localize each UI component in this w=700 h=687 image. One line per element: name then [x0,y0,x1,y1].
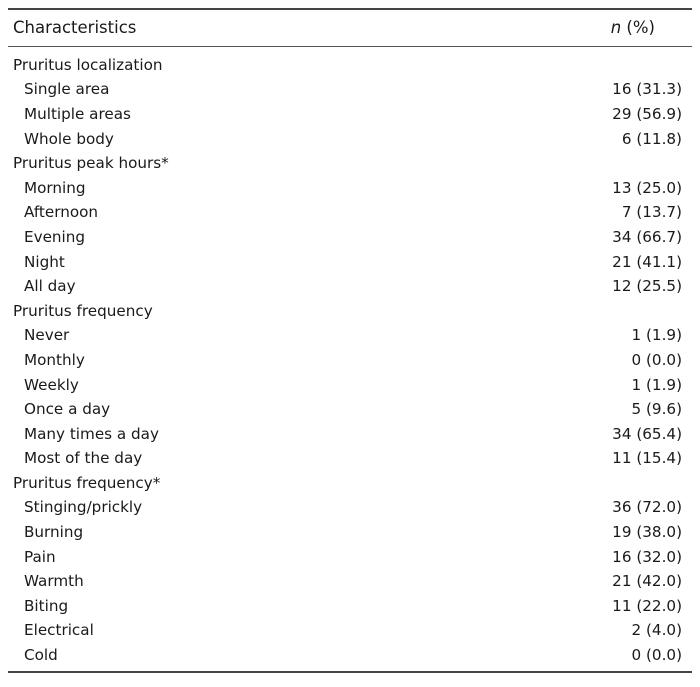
row-value: 6 (11.8) [621,129,682,148]
table-row [8,446,692,471]
row-label: Burning [24,523,84,542]
row-value: 1 (1.9) [631,326,682,345]
table-row [8,544,692,569]
row-label: Cold [24,646,58,665]
table-row [8,175,692,200]
row-value: 34 (65.4) [612,424,682,443]
row-label: Most of the day [24,449,143,468]
row-value: 36 (72.0) [612,498,682,517]
row-label: Once a day [24,400,111,419]
section-label: Pruritus peak hours* [13,154,169,173]
table-row [8,348,692,373]
row-value: 16 (32.0) [612,547,682,566]
row-label: Electrical [24,621,94,640]
table-section-row [8,471,692,496]
row-value: 13 (25.0) [612,178,682,197]
row-label: Many times a day [24,424,159,443]
row-label: Warmth [24,572,84,591]
characteristics-table [8,0,692,673]
row-value: 21 (42.0) [612,572,682,591]
row-label: Stinging/prickly [24,498,143,517]
row-label: Afternoon [24,203,99,222]
table-row [8,372,692,397]
table-row [8,594,692,619]
row-label: Night [24,252,65,271]
row-label: Biting [24,596,69,615]
table-row [8,520,692,545]
row-label: All day [24,277,76,296]
table-row [8,225,692,250]
row-value: 2 (4.0) [631,621,682,640]
column-header-percent: (%) [621,18,655,37]
row-value: 0 (0.0) [631,646,682,665]
table-row [8,569,692,594]
row-label: Never [24,326,70,345]
row-label: Weekly [24,375,79,394]
table-row [8,495,692,520]
section-label: Pruritus frequency* [13,473,161,492]
row-label: Whole body [24,129,114,148]
row-label: Monthly [24,350,85,369]
table-section-row [8,151,692,176]
row-label: Pain [24,547,56,566]
row-label: Single area [24,80,110,99]
table-row [8,200,692,225]
row-value: 11 (22.0) [612,596,682,615]
table-row [8,249,692,274]
row-value: 29 (56.9) [612,104,682,123]
table-body [8,47,692,672]
column-header-n: n [610,18,622,37]
row-value: 7 (13.7) [621,203,682,222]
table-section-row [8,298,692,323]
table-row [8,618,692,643]
row-value: 34 (66.7) [612,227,682,246]
row-label: Evening [24,227,86,246]
table-row [8,126,692,151]
row-value: 19 (38.0) [612,523,682,542]
row-label: Morning [24,178,86,197]
row-value: 1 (1.9) [631,375,682,394]
table-row [8,397,692,422]
table-row [8,643,692,668]
row-value: 0 (0.0) [631,350,682,369]
table-row [8,323,692,348]
row-value: 5 (9.6) [631,400,682,419]
table-row [8,102,692,127]
row-label: Multiple areas [24,104,131,123]
section-label: Pruritus localization [13,55,163,74]
column-header-n-percent [611,18,692,37]
row-value: 21 (41.1) [612,252,682,271]
column-header-characteristics: Characteristics [13,18,137,37]
row-value: 12 (25.5) [612,277,682,296]
table-row [8,421,692,446]
table-row [8,77,692,102]
row-value: 16 (31.3) [612,80,682,99]
table-bottom-rule [8,671,692,673]
table-row [8,274,692,299]
row-value: 11 (15.4) [612,449,682,468]
section-label: Pruritus frequency [13,301,153,320]
table-header-row [8,10,692,46]
table-section-row [8,53,692,78]
